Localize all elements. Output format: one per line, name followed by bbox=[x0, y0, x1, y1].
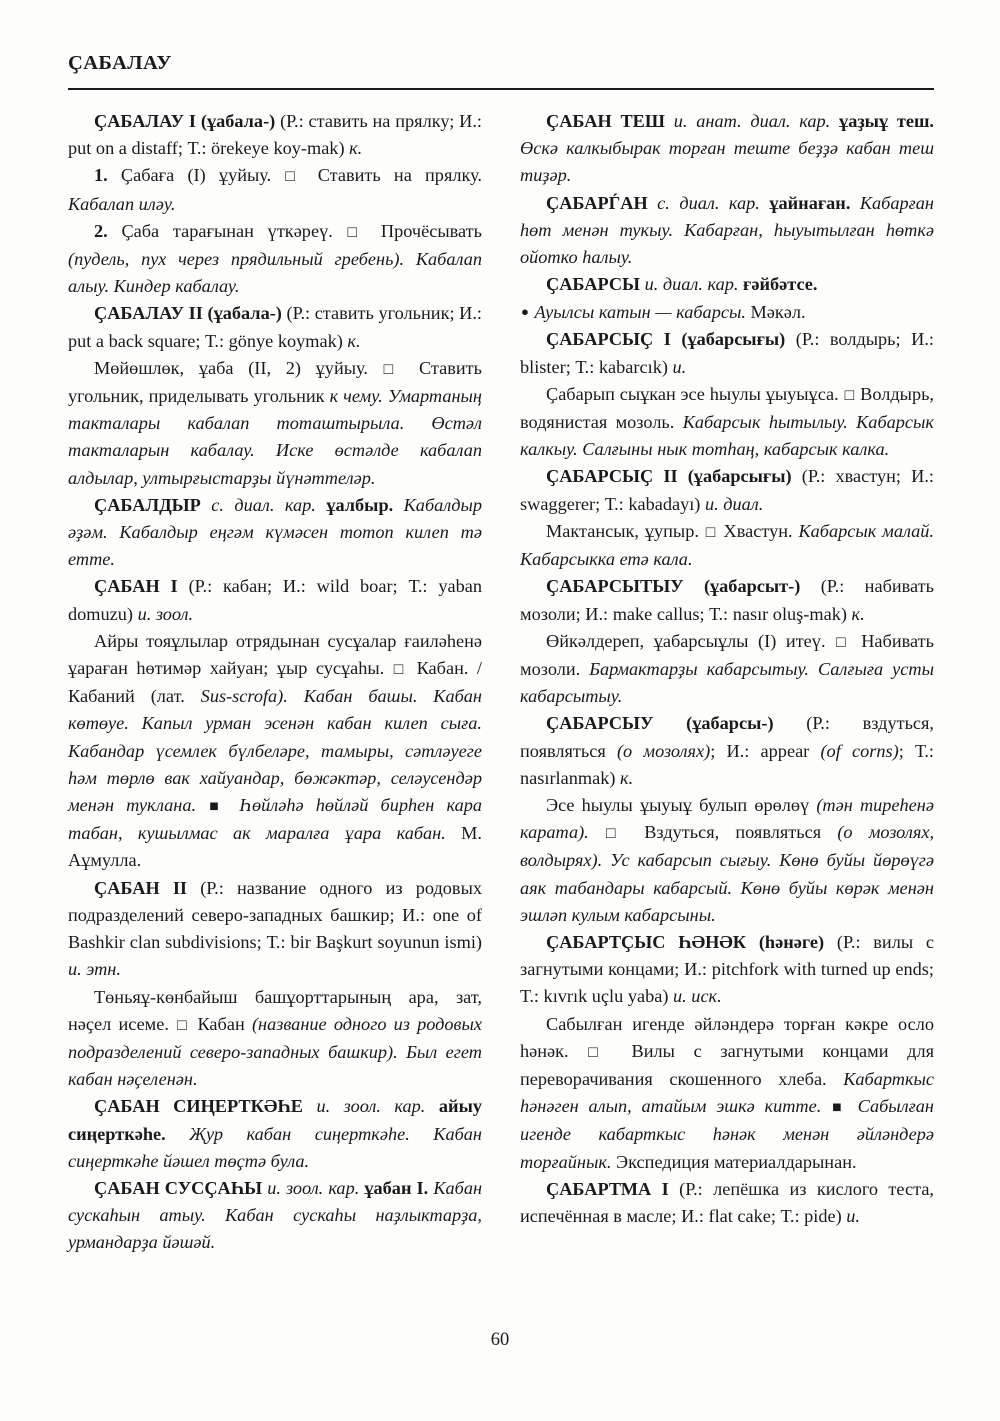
entry-pos: и. этн. bbox=[68, 959, 121, 980]
square-marker-icon bbox=[587, 1041, 613, 1061]
entry-gloss: (Р.: вилы с загнутыми концами; И.: pitchfork with turned up ends; Т.: kıvrık uçlu yaba) bbox=[520, 931, 934, 1007]
entry-headword: ҪАБАЛАУ II bbox=[94, 303, 203, 324]
dictionary-entry bbox=[520, 929, 934, 1011]
entry-gloss: (Р.: хвастун; И.: swaggerer; Т.: kabadayı) bbox=[520, 466, 934, 514]
entry-sense bbox=[68, 218, 482, 301]
entry-pos: и. иск. bbox=[673, 986, 722, 1007]
right-column bbox=[520, 108, 934, 1257]
entry-sense bbox=[68, 162, 482, 217]
entry-proverb: Ауылсы катын — кабарсы. bbox=[534, 302, 746, 323]
entry-paren-form: (ұабарсығы) bbox=[687, 466, 792, 487]
entry-examples: Кабарсык һытылыу. Кабарсык калкыу. Салғыны нык тотһаң, кабарсык калка. bbox=[520, 412, 934, 460]
running-head: ҪАБАЛАУ bbox=[68, 52, 172, 74]
entry-grammar: и. зоол. кар. bbox=[267, 1177, 360, 1198]
dictionary-entry bbox=[68, 108, 482, 162]
entry-gloss: (Р.: набивать мозоли; И.: make callus; Т.: nasır oluş-mak) bbox=[520, 576, 935, 624]
body-russian: Хвастун. bbox=[723, 520, 793, 541]
entry-paren-form: (ұабарсығы) bbox=[681, 329, 786, 350]
square-marker-icon bbox=[176, 1014, 190, 1034]
entry-headword: ҪАБАН ТЕШ bbox=[546, 111, 665, 131]
entry-headword: ҪАБАЛДЫР bbox=[94, 494, 201, 515]
entry-body bbox=[520, 1011, 934, 1176]
entry-gloss: (Р.: ставить на прялку; И.: put on a distaff; Т.: örekeye koy-mak) bbox=[68, 111, 482, 159]
entry-headword: ҪАБАН II bbox=[94, 877, 188, 898]
dictionary-entry bbox=[520, 1176, 934, 1230]
entry-pos: и. bbox=[672, 356, 687, 377]
entry-gloss: (Р.: лепёшка из кислого теста, испечённая в масле; И.: flat cake; Т.: pide) bbox=[520, 1178, 934, 1226]
body-bashkir: Мактансык, ұупыр. bbox=[546, 520, 699, 541]
entry-grammar: и. диал. кар. bbox=[644, 274, 739, 295]
entry-examples: Җур кабан сиңерткәһе. Кабан сиңерткәһе йәшел төҫтә була. bbox=[68, 1123, 482, 1171]
entry-pos: и. диал. bbox=[704, 493, 764, 514]
entry-body bbox=[520, 792, 934, 929]
body-russian: Набивать мозоли. bbox=[520, 630, 934, 679]
dictionary-entry bbox=[68, 1175, 482, 1257]
entry-headword: ҪАБАРСЫ bbox=[546, 274, 640, 295]
entry-pos: к. bbox=[349, 138, 363, 159]
entry-examples: Был егет кабан нәҫеленән. bbox=[68, 1041, 482, 1090]
filled-square-marker-icon bbox=[831, 1096, 848, 1116]
body-russian-italic: (название одного из родовых подразделений северо-западных башкир). bbox=[68, 1013, 482, 1062]
dictionary-entry bbox=[68, 1093, 482, 1175]
entry-crossref: ұабан I. bbox=[364, 1177, 429, 1198]
body-bashkir: Айры тояұлылар отрядынан сусұалар ғаиләһенә ұараған һөтимәр хайуан; ұыр сусұаһы. bbox=[68, 630, 482, 679]
entry-headword: ҪАБАРСЫТЫУ bbox=[546, 576, 684, 597]
left-column bbox=[68, 108, 482, 1257]
dictionary-entry bbox=[520, 573, 934, 627]
sense-russian: Прочёсывать bbox=[380, 220, 482, 241]
entry-paren-form: (ұабарсыт-) bbox=[703, 576, 801, 597]
entry-examples: Кабарсык малай. Кабарсыкка етә кала. bbox=[520, 520, 935, 570]
entry-crossref: айыу сиңерткәһе. bbox=[68, 1096, 482, 1144]
entry-gloss: (Р.: волдырь; И.: blister; Т.: kabarcık) bbox=[520, 329, 934, 377]
body-bashkir: Төньяұ-көнбайыш башұорттарының ара, зат, нәҫел исеме. bbox=[68, 986, 482, 1034]
dictionary-entry bbox=[68, 300, 482, 354]
dictionary-entry bbox=[520, 326, 934, 380]
body-bashkir: Эсе һыулы ұыуыұ булып өрөлөү bbox=[546, 794, 810, 815]
entry-crossref: ұалбыр. bbox=[326, 494, 394, 515]
entry-grammar: и. зоол. кар. bbox=[316, 1096, 426, 1117]
entry-grammar: с. диал. кар. bbox=[657, 192, 760, 213]
entry-headword: ҪАБАРЃАН bbox=[546, 192, 648, 213]
entry-headword: ҪАБАН СИҢЕРТКӘҺЕ bbox=[94, 1096, 303, 1117]
entry-paren-form: (һәнәге) bbox=[758, 931, 825, 952]
entry-pos: и. bbox=[846, 1205, 860, 1226]
entry-attribution: М. Аұмулла. bbox=[68, 823, 482, 871]
sense-examples: Кабалап иләу. bbox=[68, 193, 176, 214]
entry-headword: ҪАБАРСЫУ bbox=[546, 713, 654, 734]
entry-gloss: (Р.: ставить угольник; И.: put a back square; Т.: gönye koymak) bbox=[68, 303, 482, 351]
dictionary-entry bbox=[520, 108, 934, 190]
dictionary-entry bbox=[520, 710, 934, 792]
entry-proverb-line bbox=[520, 298, 934, 326]
entry-pos: к. bbox=[347, 330, 361, 351]
body-bashkir: Мөйөшлөк, ұаба (II, 2) ұуйыу. bbox=[94, 357, 368, 378]
header-rule bbox=[68, 88, 934, 90]
body-russian: Вилы с загнутыми концами для переворачивания скошенного хлеба. bbox=[520, 1040, 935, 1089]
sense-bashkir: Ҫабаға (I) ұуйыу. bbox=[120, 165, 272, 186]
square-marker-icon bbox=[605, 822, 628, 842]
body-bashkir: Өйкәлдереп, ұабарсыұлы (I) итеү. bbox=[546, 630, 826, 651]
body-russian: Ставить угольник, приделывать угольник bbox=[68, 357, 483, 407]
entry-gloss-a: (Р.: вздуться, появляться bbox=[520, 713, 935, 761]
entry-pos: к. bbox=[851, 603, 865, 624]
entry-paren-form: (ұабарсы-) bbox=[686, 713, 774, 734]
entry-headword: ҪАБАРСЫҪ I bbox=[546, 329, 671, 350]
body-russian: Кабан bbox=[197, 1013, 245, 1034]
entry-gloss-b: ; И.: appear bbox=[710, 740, 810, 761]
entry-gloss: (Р.: кабан; И.: wild boar; Т.: yaban domuzu) bbox=[68, 576, 483, 624]
entry-gloss-italic-b: (of corns) bbox=[820, 740, 899, 761]
entry-headword: ҪАБАРТҪЫС ҺӘНӘК bbox=[546, 931, 747, 952]
entry-grammar: и. анат. диал. кар. bbox=[673, 111, 831, 131]
entry-examples: Кабан башы. Кабан көтөуе. Капыл урман эсенән кабан килеп сыға. Кабандар үсемлек бүлбеләре, тамыры, сәтләуеге һәм төрлө вак хайуандар, бөжәктәр, селәусендәр менән туклана. bbox=[68, 686, 482, 816]
entry-headword: ҪАБАРТМА I bbox=[546, 1178, 669, 1199]
sense-russian-italic: (пудель, пух через прядильный гребень). bbox=[68, 249, 405, 270]
square-marker-icon bbox=[393, 658, 408, 678]
entry-body bbox=[68, 984, 482, 1094]
body-russian-italic: к чему. bbox=[329, 386, 383, 407]
entry-examples: Кабан сускаһын атыу. Кабан сускаһы наҙлыктарҙа, урмандарҙа йәшәй. bbox=[68, 1177, 483, 1253]
entry-pos: и. зоол. bbox=[137, 603, 194, 624]
body-bashkir: Сабылған игенде әйләндерә торған кәкре осло һәнәк. bbox=[520, 1013, 934, 1061]
entry-paren-form: (ұабала-) bbox=[207, 303, 282, 324]
bullet-marker-icon bbox=[520, 302, 530, 322]
entry-proverb: Һөйләһә һөйләй бирһен кара табан, кушылмас ак маралға ұара кабан. bbox=[68, 795, 482, 844]
entry-quote: Сабылған игенде кабарткыс һәнәк менән әйләндерә торғайнык. bbox=[520, 1096, 934, 1172]
entry-examples: Умартаның такталары кабалап тоташтырыла. Өстәл такталарын кабалау. Иске өстәлде кабалап алдылар, ултырғыстарҙы йүнәттеләр. bbox=[68, 386, 482, 488]
body-russian: Кабан. / Кабаний (лат. bbox=[68, 658, 482, 707]
entry-attribution: Мәкәл. bbox=[750, 302, 806, 323]
body-bashkir: Ҫабарып сыұкан эсе һыулы ұыуыұса. bbox=[546, 383, 839, 404]
entry-crossref: ұайнаған. bbox=[769, 192, 851, 213]
square-marker-icon bbox=[705, 521, 718, 541]
text-columns bbox=[68, 108, 934, 1257]
entry-examples: Ус кабарсып сығыу. Көнө буйы йөрөүгә аяк табандары кабарсый. Көнө буйы көрәк менән эшләп кулым кабарсыны. bbox=[520, 850, 935, 925]
entry-body bbox=[520, 518, 934, 573]
entry-headword: ҪАБАРСЫҪ II bbox=[546, 466, 678, 487]
body-russian: Вздуться, появляться bbox=[644, 822, 822, 843]
entry-examples: Кабарткыс һәнәген алып, атайым эшкә китте. bbox=[520, 1068, 934, 1117]
square-marker-icon bbox=[347, 221, 368, 241]
entry-gloss-c: ; Т.: nasırlanmak) bbox=[520, 740, 934, 788]
dictionary-entry bbox=[520, 271, 934, 298]
sense-russian: Ставить на прялку. bbox=[317, 165, 482, 186]
entry-headword: ҪАБАЛАУ I bbox=[94, 111, 197, 131]
entry-examples: Өскә калкыбырак торған теште беҙҙә кабан теш тиҙәр. bbox=[520, 138, 934, 186]
latin-name: Sus-scrofa). bbox=[200, 686, 288, 707]
entry-crossref: ғәйбәтсе. bbox=[743, 274, 818, 295]
entry-examples: Кабарған һөт менән тукыу. Кабарған, һыуытылған һөткә ойотко һалыу. bbox=[520, 192, 935, 268]
dictionary-entry bbox=[520, 463, 934, 517]
sense-number: 1. bbox=[94, 165, 108, 186]
sense-examples: Кабалап алыу. Киндер кабалау. bbox=[68, 249, 482, 297]
entry-grammar: с. диал. кар. bbox=[211, 494, 316, 515]
square-marker-icon bbox=[284, 165, 304, 185]
filled-square-marker-icon bbox=[208, 795, 227, 815]
square-marker-icon bbox=[383, 358, 405, 378]
dictionary-entry bbox=[68, 573, 482, 627]
entry-headword: ҪАБАН СУСҪАҺЫ bbox=[94, 1177, 263, 1198]
entry-headword: ҪАБАН I bbox=[94, 576, 178, 597]
body-russian: Волдырь, водянистая мозоль. bbox=[520, 383, 934, 433]
dictionary-entry bbox=[68, 492, 482, 574]
entry-examples: Кабалдыр әҙәм. Кабалдыр еңгәм күмәсен тотоп килеп тә етте. bbox=[68, 494, 483, 570]
dictionary-entry bbox=[68, 875, 482, 984]
entry-gloss-italic-a: (о мозолях) bbox=[616, 740, 711, 761]
entry-body bbox=[520, 381, 934, 464]
entry-examples: Бармактарҙы кабарсытыу. Салғыға усты кабарсытыу. bbox=[520, 658, 934, 707]
entry-body bbox=[68, 628, 482, 875]
entry-body bbox=[520, 628, 934, 711]
body-bashkir-italic: (тән тиреһенә карата). bbox=[520, 794, 934, 843]
entry-paren-form: (ұабала-) bbox=[200, 111, 276, 131]
page-number: 60 bbox=[490, 1330, 510, 1350]
sense-number: 2. bbox=[94, 220, 108, 241]
entry-attribution: Экспедиция материалдарынан. bbox=[616, 1151, 857, 1172]
square-marker-icon bbox=[835, 631, 852, 651]
entry-crossref: ұаҙыұ теш. bbox=[839, 111, 934, 131]
entry-body bbox=[68, 355, 482, 492]
body-russian-italic: (о мозолях, волдырях). bbox=[520, 822, 935, 871]
square-marker-icon bbox=[844, 384, 856, 404]
entry-pos: к. bbox=[620, 767, 634, 788]
dictionary-entry bbox=[520, 190, 934, 272]
entry-gloss: (Р.: название одного из родовых подразделений северо-западных башкир; И.: one of Bashkir clan subdivisions; Т.: bir Başkurt soyunun ismi) bbox=[68, 877, 482, 953]
sense-bashkir: Ҫаба тарағынан үткәреү. bbox=[121, 220, 333, 241]
